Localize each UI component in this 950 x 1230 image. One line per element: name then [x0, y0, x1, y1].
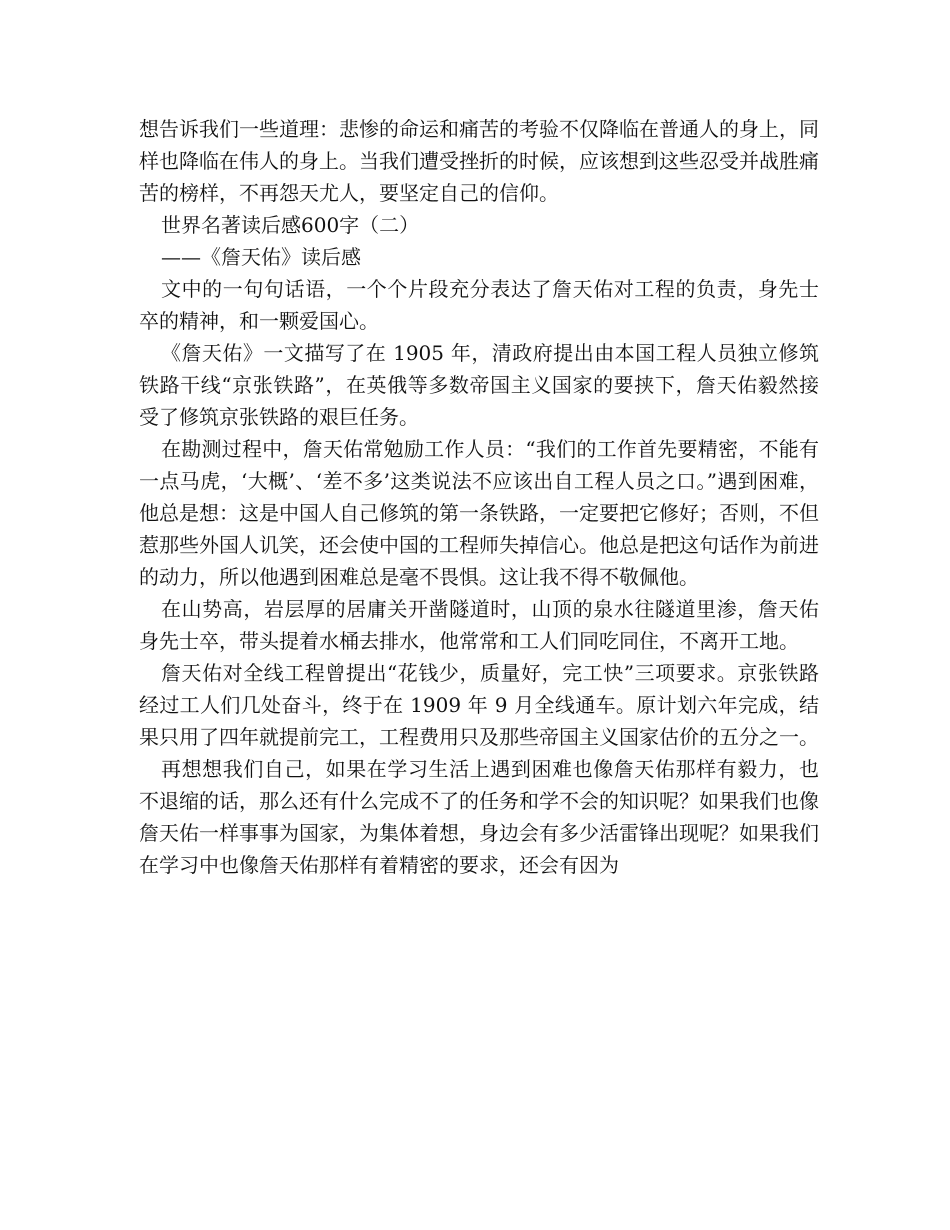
paragraph-continuation: 想告诉我们一些道理：悲惨的命运和痛苦的考验不仅降临在普通人的身上，同样也降临在伟人的身上。当我们遭受挫折的时候，应该想到这些忍受并战胜痛苦的榜样，不再怨天尤人，要坚定自己的信仰。 — [139, 117, 819, 205]
document-page — [139, 113, 819, 881]
paragraph-4: 在山势高，岩层厚的居庸关开凿隧道时，山顶的泉水往隧道里渗，詹天佑身先士卒，带头提着水桶去排水，他常常和工人们同吃同住，不离开工地。 — [139, 597, 819, 653]
paragraph-1: 文中的一句句话语，一个个片段充分表达了詹天佑对工程的负责，身先士卒的精神，和一颗爱国心。 — [139, 277, 819, 333]
section-title: 世界名著读后感600字（二） — [161, 213, 420, 237]
section-subtitle: ——《詹天佑》读后感 — [161, 245, 361, 269]
paragraph-5: 詹天佑对全线工程曾提出“花钱少，质量好，完工快”三项要求。京张铁路经过工人们几处奋斗，终于在 1909 年 9 月全线通车。原计划六年完成，结果只用了四年就提前完工，工程费用只及那些帝国主义国家估价的五分之一。 — [139, 661, 819, 749]
paragraph-2: 《詹天佑》一文描写了在 1905 年，清政府提出由本国工程人员独立修筑铁路干线“京张铁路”，在英俄等多数帝国主义国家的要挟下，詹天佑毅然接受了修筑京张铁路的艰巨任务。 — [139, 341, 819, 429]
paragraph-6: 再想想我们自己，如果在学习生活上遇到困难也像詹天佑那样有毅力，也不退缩的话，那么还有什么完成不了的任务和学不会的知识呢？如果我们也像詹天佑一样事事为国家，为集体着想，身边会有多少活雷锋出现呢？如果我们在学习中也像詹天佑那样有着精密的要求，还会有因为 — [139, 757, 819, 877]
paragraph-3: 在勘测过程中，詹天佑常勉励工作人员：“我们的工作首先要精密，不能有一点马虎，‘大概’、‘差不多’这类说法不应该出自工程人员之口。”遇到困难，他总是想：这是中国人自己修筑的第一条铁路，一定要把它修好；否则，不但惹那些外国人讥笑，还会使中国的工程师失掉信心。他总是把这句话作为前进的动力，所以他遇到困难总是毫不畏惧。这让我不得不敬佩他。 — [139, 437, 819, 589]
